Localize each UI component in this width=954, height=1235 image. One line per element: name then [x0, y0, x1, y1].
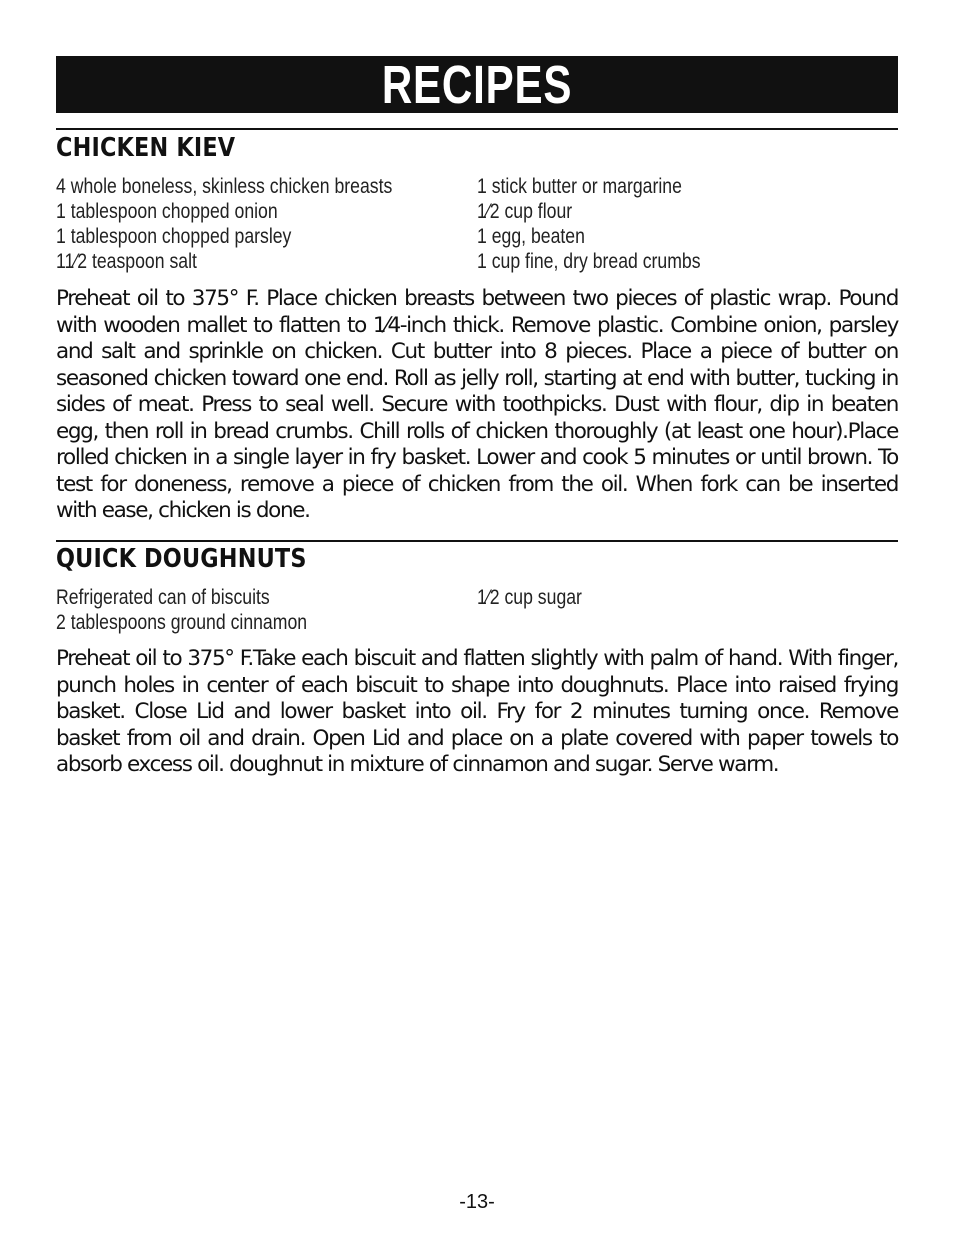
- recipe-title-quick-doughnuts: QUICK DOUGHNUTS: [56, 544, 307, 574]
- ingredient-item: 1 tablespoon chopped parsley: [56, 225, 292, 248]
- section-divider: [56, 128, 898, 130]
- ingredient-item: Refrigerated can of biscuits: [56, 586, 270, 609]
- page-banner: [56, 56, 898, 113]
- ingredients-column-left: [56, 585, 477, 635]
- ingredient-item: 1 tablespoon chopped onion: [56, 200, 278, 223]
- page-number: -13-: [459, 1191, 495, 1213]
- ingredient-item: 1 stick butter or margarine: [477, 175, 682, 198]
- ingredients-column-right: [477, 585, 898, 635]
- ingredients-column-right: [477, 174, 898, 274]
- ingredient-item: 1 cup fine, dry bread crumbs: [477, 250, 701, 273]
- ingredients-chicken-kiev: [56, 174, 898, 274]
- page-title: RECIPES: [381, 54, 573, 115]
- instructions-chicken-kiev: Preheat oil to 375° F. Place chicken breasts between two pieces of plastic wrap. Pound with wooden mallet to flatten to 1⁄4-inch thick. Remove plastic. Combine onion, parsley and salt and sprinkle on chicken. Cut butter into 8 pieces. Place a piece of butter on seasoned chicken toward one end. Roll as jelly roll, starting at end with butter, tucking in sides of meat. Press to seal well. Secure with toothpicks. Dust with flour, dip in beaten egg, then roll in bread crumbs. Chill rolls of chicken thoroughly (at least one hour).Place rolled chicken in a single layer in fry basket. Lower and cook 5 minutes or until brown. To test for doneness, remove a piece of chicken from the oil. When fork can be inserted with ease, chicken is done.: [56, 286, 898, 523]
- ingredient-item: 1⁄2 cup sugar: [477, 586, 582, 609]
- ingredient-item: 2 tablespoons ground cinnamon: [56, 611, 308, 634]
- ingredient-item: 4 whole boneless, skinless chicken breasts: [56, 175, 393, 198]
- ingredients-quick-doughnuts: [56, 585, 898, 635]
- recipe-title-chicken-kiev: CHICKEN KIEV: [56, 133, 236, 163]
- ingredients-column-left: [56, 174, 477, 274]
- ingredient-item: 1⁄2 cup flour: [477, 200, 573, 223]
- ingredient-item: 11⁄2 teaspoon salt: [56, 250, 197, 273]
- instructions-quick-doughnuts: Preheat oil to 375° F.Take each biscuit and flatten slightly with palm of hand. With finger, punch holes in center of each biscuit to shape into doughnuts. Place into raised frying basket. Close Lid and lower basket into oil. Fry for 2 minutes turning once. Remove basket from oil and drain. Open Lid and place on a plate covered with paper towels to absorb excess oil. doughnut in mixture of cinnamon and sugar. Serve warm.: [56, 646, 898, 777]
- section-divider: [56, 540, 898, 542]
- ingredient-item: 1 egg, beaten: [477, 225, 585, 248]
